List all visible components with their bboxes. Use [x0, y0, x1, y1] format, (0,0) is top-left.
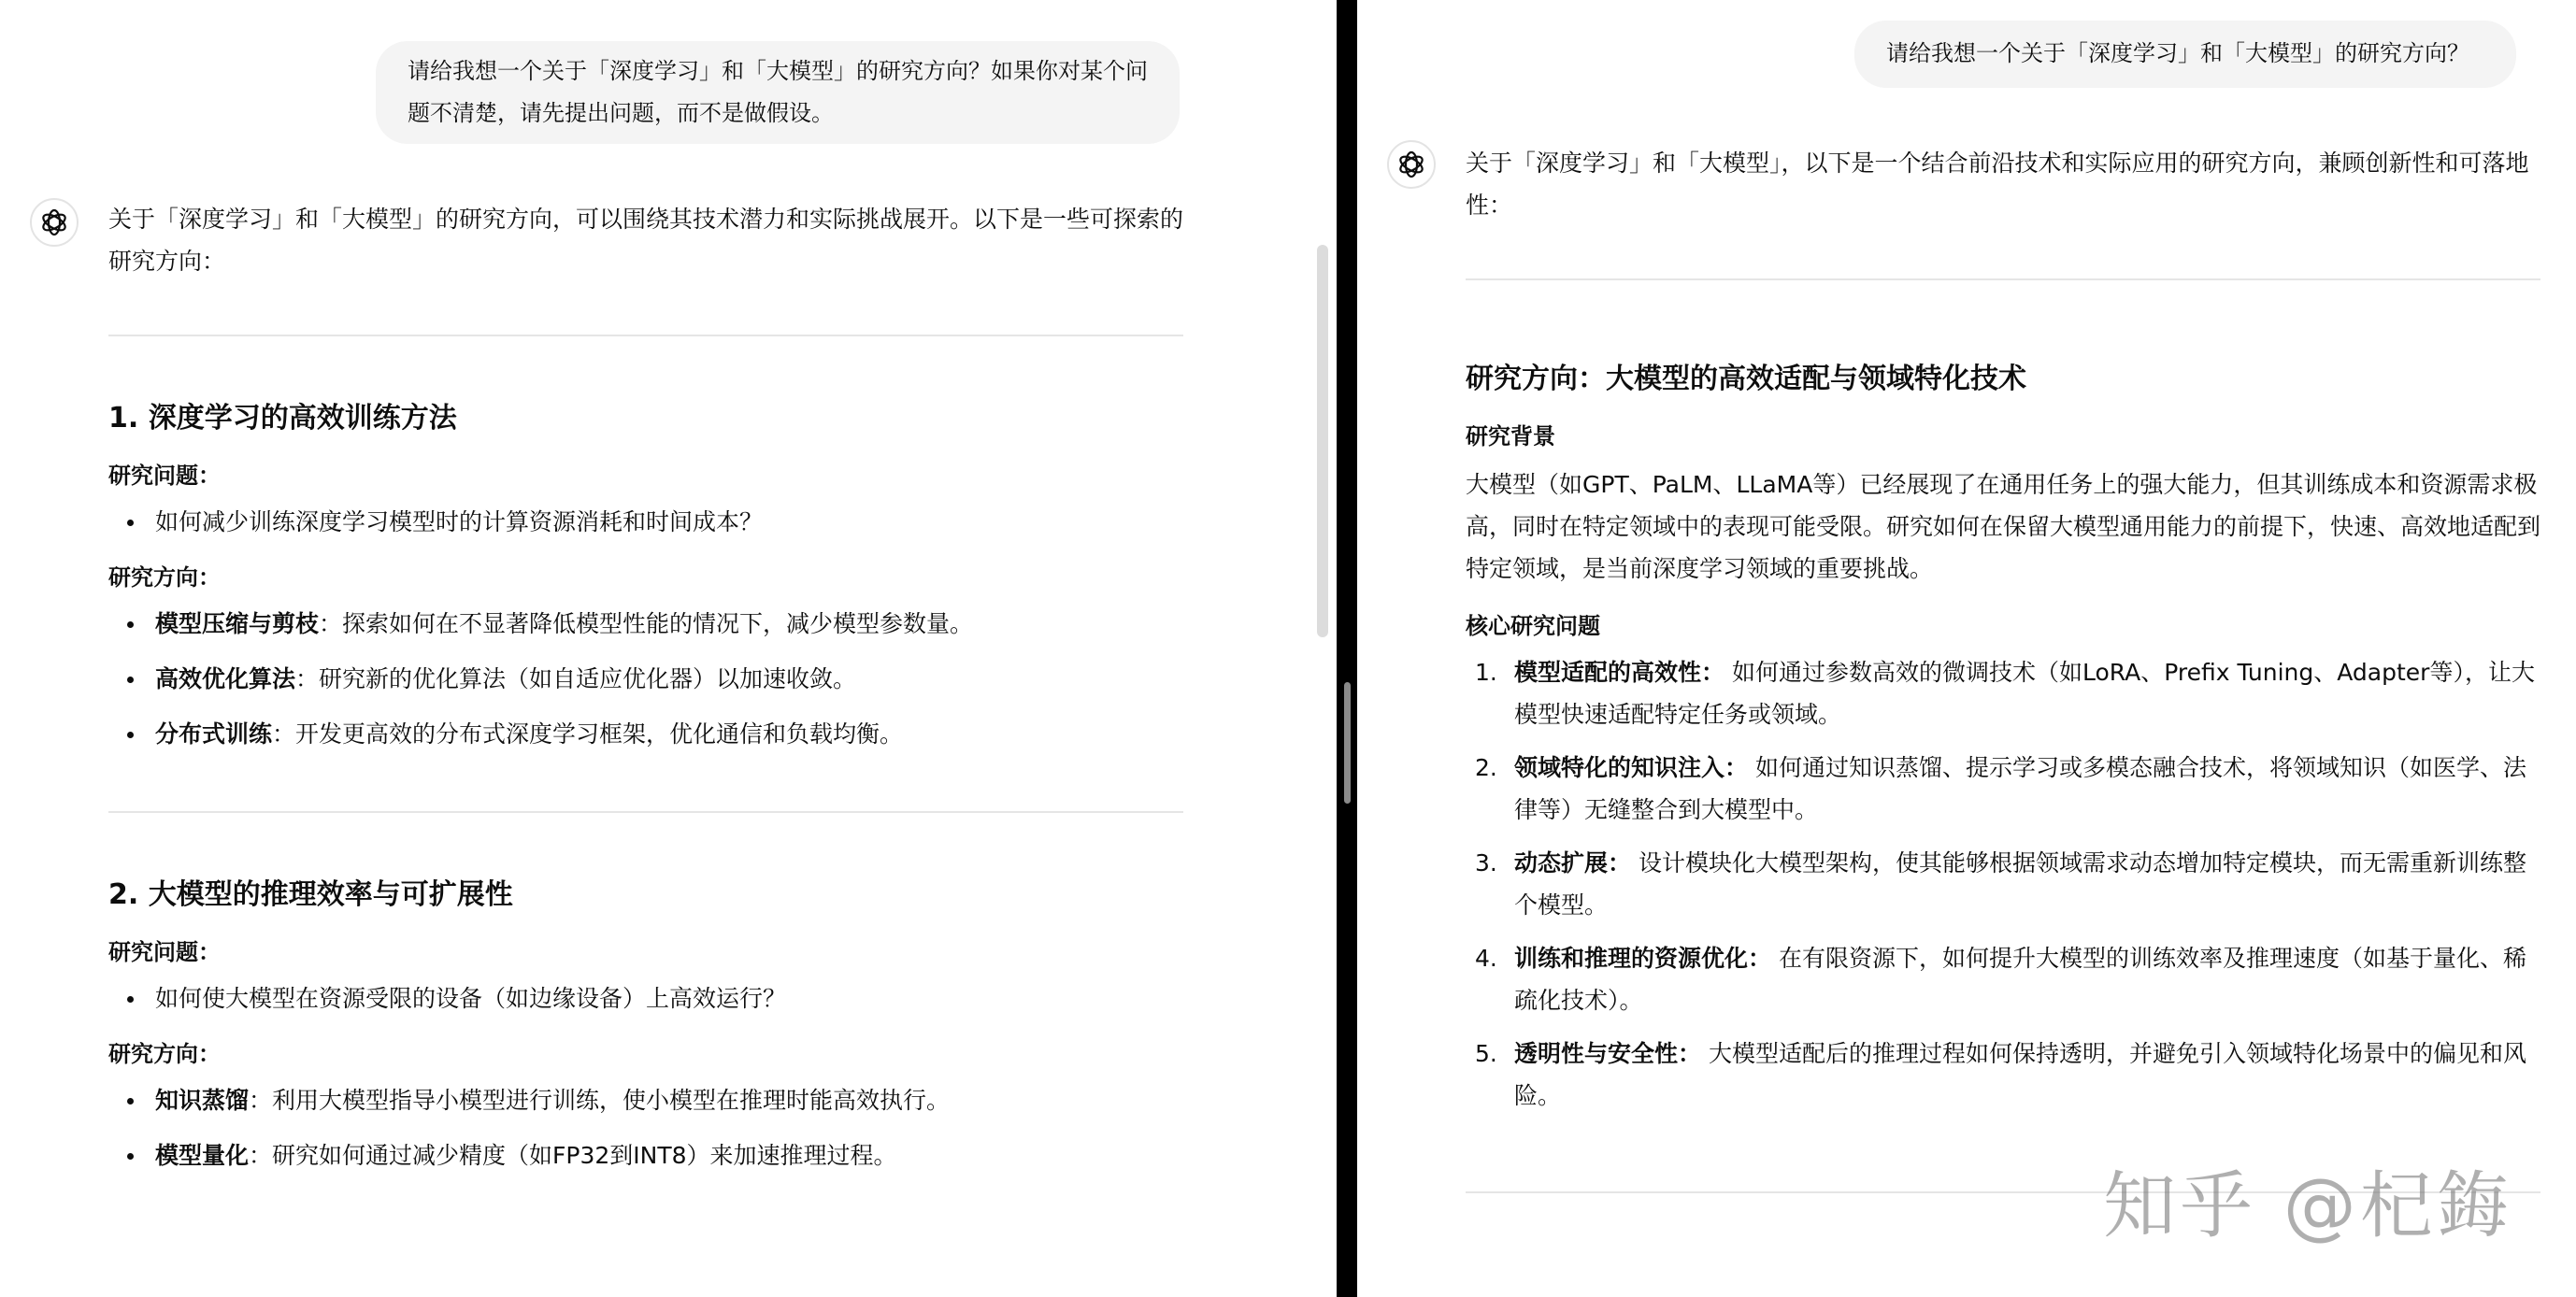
response-intro: 关于「深度学习」和「大模型」的研究方向，可以围绕其技术潜力和实际挑战展开。以下是一些可探索的研究方向：: [108, 206, 1184, 275]
list-item: 1. 模型适配的高效性： 如何通过参数高效的微调技术（如LoRA、Prefix Tuning、Adapter等），让大模型快速适配特定任务或领域。: [1475, 659, 2535, 728]
list-item: 如何减少训练深度学习模型时的计算资源消耗和时间成本？: [108, 501, 1183, 543]
response-intro: 关于「深度学习」和「大模型」，以下是一个结合前沿技术和实际应用的研究方向，兼顾创新性和可落地性：: [1466, 150, 2529, 219]
section-divider: [1466, 278, 2540, 280]
directions-label: 研究方向：: [108, 1041, 221, 1067]
user-message-bubble: [1854, 21, 2516, 88]
pane-resize-handle[interactable]: [1344, 682, 1351, 804]
openai-logo-icon: [1395, 149, 1427, 180]
core-questions-label: 核心研究问题: [1466, 613, 1600, 639]
list-item: 5. 透明性与安全性： 大模型适配后的推理过程如何保持透明，并避免引入领域特化场景中的偏见和风险。: [1475, 1040, 2526, 1109]
list-item: 4. 训练和推理的资源优化： 在有限资源下，如何提升大模型的训练效率及推理速度（如基于量化、稀疏化技术）。: [1475, 945, 2526, 1014]
user-message-text: 请给我想一个关于「深度学习」和「大模型」的研究方向？如果你对某个问题不清楚，请先提出问题，而不是做假设。: [408, 58, 1148, 126]
questions-label: 研究问题：: [108, 939, 221, 965]
openai-logo-icon: [38, 207, 70, 238]
chat-pane-right: [1357, 0, 2576, 1297]
assistant-response: [108, 198, 1183, 1176]
background-label: 研究背景: [1466, 423, 1555, 449]
pane-divider[interactable]: [1337, 0, 1357, 1297]
section-title: 1. 深度学习的高效训练方法: [108, 402, 457, 435]
scrollbar-thumb[interactable]: [1317, 245, 1328, 637]
list-item: 模型压缩与剪枝：探索如何在不显著降低模型性能的情况下，减少模型参数量。: [108, 603, 1183, 645]
core-questions-list: [1466, 651, 2540, 1117]
list-item: 分布式训练：开发更高效的分布式深度学习框架，优化通信和负载均衡。: [108, 713, 1183, 755]
questions-label: 研究问题：: [108, 463, 221, 489]
list-item: 高效优化算法：研究新的优化算法（如自适应优化器）以加速收敛。: [108, 658, 1183, 700]
list-item: 模型量化：研究如何通过减少精度（如FP32到INT8）来加速推理过程。: [108, 1134, 1183, 1176]
section-1: [108, 398, 1183, 755]
directions-label: 研究方向：: [108, 564, 221, 591]
section-divider: [108, 811, 1183, 813]
list-item: 2. 领域特化的知识注入： 如何通过知识蒸馏、提示学习或多模态融合技术，将领域知识（如医学、法律等）无缝整合到大模型中。: [1475, 754, 2526, 823]
directions-list: [108, 603, 1183, 755]
section-title: 2. 大模型的推理效率与可扩展性: [108, 878, 513, 911]
directions-list: [108, 1079, 1183, 1176]
assistant-avatar: [30, 198, 79, 247]
watermark: 知乎 @杞鋂: [2103, 1164, 2513, 1248]
questions-list: [108, 977, 1183, 1019]
section-divider: [108, 335, 1183, 336]
section-2: [108, 875, 1183, 1176]
list-item: 3. 动态扩展： 设计模块化大模型架构，使其能够根据领域需求动态增加特定模块，而无需重新训练整个模型。: [1475, 849, 2526, 919]
list-item: 知识蒸馏：利用大模型指导小模型进行训练，使小模型在推理时能高效执行。: [108, 1079, 1183, 1121]
list-item: 如何使大模型在资源受限的设备（如边缘设备）上高效运行？: [108, 977, 1183, 1019]
assistant-avatar: [1387, 140, 1436, 189]
assistant-response: [1466, 142, 2540, 1193]
background-text: 大模型（如GPT、PaLM、LLaMA等）已经展现了在通用任务上的强大能力，但其训练成本和资源需求极高，同时在特定领域中的表现可能受限。研究如何在保留大模型通用能力的前提下，快速、高效地适配到特定领域，是当前深度学习领域的重要挑战。: [1466, 471, 2541, 582]
questions-list: [108, 501, 1183, 543]
direction-title: 研究方向：大模型的高效适配与领域特化技术: [1466, 363, 2026, 395]
user-message-text: 请给我想一个关于「深度学习」和「大模型」的研究方向？: [1886, 40, 2469, 66]
user-message-bubble: [376, 41, 1180, 144]
